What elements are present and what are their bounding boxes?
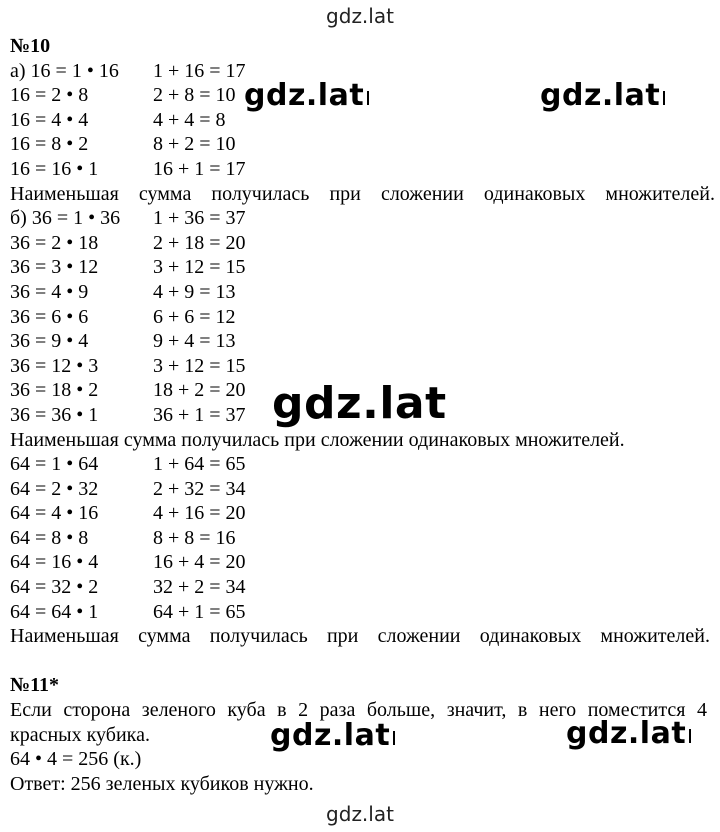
factorization: 64 = 4 • 16 xyxy=(10,502,99,525)
equation-row xyxy=(10,354,715,379)
watermark-bar xyxy=(663,91,665,105)
watermark-overlay-2 xyxy=(540,78,665,113)
factorization: 36 = 4 • 9 xyxy=(10,280,89,303)
watermark-text: gdz.lat xyxy=(244,78,365,113)
watermark-overlay-3 xyxy=(270,718,395,753)
factorization: 36 = 6 • 6 xyxy=(10,305,89,328)
equation-row xyxy=(10,206,715,231)
sum: 16 + 4 = 20 xyxy=(153,551,246,574)
factorization: 16 = 8 • 2 xyxy=(10,133,89,156)
equation-row xyxy=(10,452,715,477)
sum: 2 + 18 = 20 xyxy=(153,231,246,254)
sum: 16 + 1 = 17 xyxy=(153,157,246,180)
task-11-line-2: красных кубика. xyxy=(10,723,150,746)
sum: 4 + 9 = 13 xyxy=(153,280,236,303)
equation-row xyxy=(10,157,715,182)
factorization: 36 = 9 • 4 xyxy=(10,330,89,353)
factorization: б) 36 = 1 • 36 xyxy=(10,207,121,230)
equation-row xyxy=(10,550,715,575)
factorization: 64 = 64 • 1 xyxy=(10,600,99,623)
sum: 2 + 8 = 10 xyxy=(153,84,236,107)
factorization: 36 = 3 • 12 xyxy=(10,256,99,279)
watermark-text: gdz.lat xyxy=(272,378,447,429)
factorization: 36 = 36 • 1 xyxy=(10,403,99,426)
equation-row xyxy=(10,477,715,502)
watermark-text: gdz.lat xyxy=(270,718,391,753)
conclusion-a: Наименьшая сумма получилась при сложении одинаковых множителей. xyxy=(10,182,715,205)
factorization: 36 = 18 • 2 xyxy=(10,379,99,402)
equation-row xyxy=(10,600,715,625)
sum: 9 + 4 = 13 xyxy=(153,330,236,353)
sum: 64 + 1 = 65 xyxy=(153,600,246,623)
watermark-top: gdz.lat xyxy=(326,4,394,28)
conclusion-c: Наименьшая сумма получилась при сложении одинаковых множителей. xyxy=(10,625,710,648)
equation-row xyxy=(10,255,715,280)
equation-row xyxy=(10,231,715,256)
sum: 1 + 64 = 65 xyxy=(153,453,246,476)
sum: 18 + 2 = 20 xyxy=(153,379,246,402)
sum: 4 + 16 = 20 xyxy=(153,502,246,525)
watermark-text: gdz.lat xyxy=(566,716,687,751)
conclusion-b: Наименьшая сумма получилась при сложении одинаковых множителей. xyxy=(10,428,625,451)
task-10-heading: №10 xyxy=(10,35,51,57)
sum: 1 + 36 = 37 xyxy=(153,207,246,230)
sum: 3 + 12 = 15 xyxy=(153,354,246,377)
factorization: 64 = 16 • 4 xyxy=(10,551,99,574)
factorization: 16 = 16 • 1 xyxy=(10,157,99,180)
factorization: 64 = 2 • 32 xyxy=(10,477,99,500)
sum: 1 + 16 = 17 xyxy=(153,59,246,82)
sum: 36 + 1 = 37 xyxy=(153,403,246,426)
equation-row xyxy=(10,305,715,330)
factorization: 36 = 12 • 3 xyxy=(10,354,99,377)
sum: 8 + 2 = 10 xyxy=(153,133,236,156)
watermark-bottom: gdz.lat xyxy=(326,802,394,826)
spacer xyxy=(10,649,715,674)
task-11-line-3: 64 • 4 = 256 (к.) xyxy=(10,748,142,771)
watermark-overlay-center xyxy=(272,378,447,429)
factorization: 64 = 8 • 8 xyxy=(10,526,89,549)
factorization: а) 16 = 1 • 16 xyxy=(10,59,119,82)
sum: 6 + 6 = 12 xyxy=(153,305,236,328)
equation-row xyxy=(10,526,715,551)
equation-row xyxy=(10,575,715,600)
sum: 8 + 8 = 16 xyxy=(153,526,236,549)
equation-row xyxy=(10,132,715,157)
equation-row xyxy=(10,329,715,354)
sum: 4 + 4 = 8 xyxy=(153,108,226,131)
watermark-overlay-4 xyxy=(566,716,691,751)
task-11-line-1: Если сторона зеленого куба в 2 раза больше, значит, в него поместится 4 xyxy=(10,699,707,722)
factorization: 16 = 4 • 4 xyxy=(10,108,89,131)
task-11-answer: Ответ: 256 зеленых кубиков нужно. xyxy=(10,772,314,795)
equation-row xyxy=(10,280,715,305)
equation-row xyxy=(10,501,715,526)
watermark-bar xyxy=(367,91,369,105)
watermark-text: gdz.lat xyxy=(540,78,661,113)
sum: 32 + 2 = 34 xyxy=(153,576,246,599)
sum: 2 + 32 = 34 xyxy=(153,477,246,500)
factorization: 36 = 2 • 18 xyxy=(10,231,99,254)
watermark-overlay-1 xyxy=(244,78,369,113)
factorization: 64 = 32 • 2 xyxy=(10,576,99,599)
factorization: 16 = 2 • 8 xyxy=(10,84,89,107)
factorization: 64 = 1 • 64 xyxy=(10,453,99,476)
sum: 3 + 12 = 15 xyxy=(153,256,246,279)
watermark-bar xyxy=(393,731,395,745)
task-11-heading: №11* xyxy=(10,674,59,697)
watermark-bar xyxy=(689,729,691,743)
task-10-part-c xyxy=(10,452,715,624)
